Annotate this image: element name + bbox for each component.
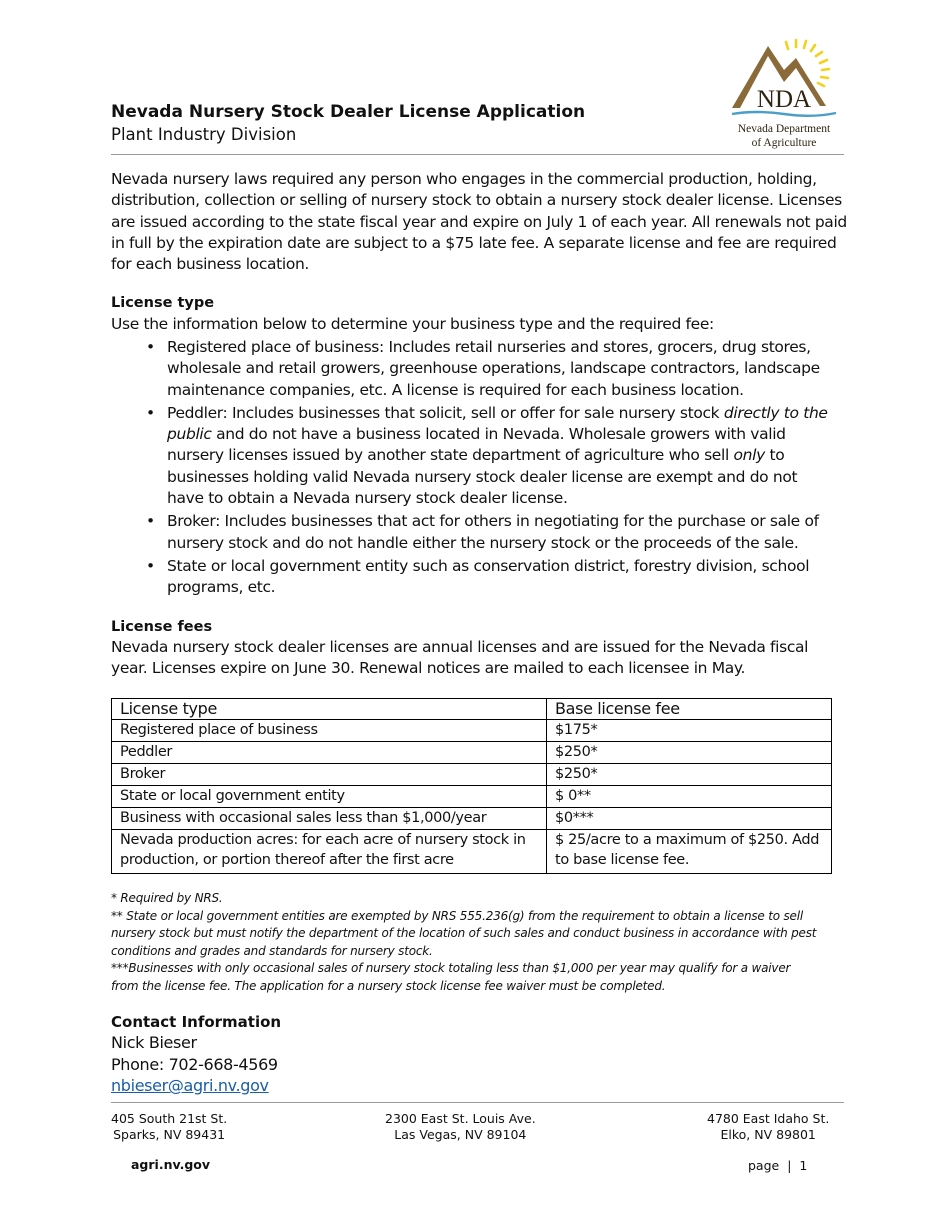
license-type-cell: Registered place of business [112, 720, 547, 742]
address-line: 405 South 21st St. [111, 1111, 228, 1126]
division-subtitle: Plant Industry Division [111, 125, 297, 144]
license-type-cell: State or local government entity [112, 786, 547, 808]
peddler-text-1: Peddler: Includes businesses that solicit, sell or offer for sale nursery stock [167, 403, 724, 422]
fee-cell: $ 0** [547, 786, 832, 808]
fee-cell: $250* [547, 764, 832, 786]
column-header: Base license fee [547, 699, 832, 720]
las-vegas-address [385, 1111, 536, 1143]
footnote: ** State or local government entities are exempted by NRS 555.236(g) from the requirement to obtain a license to sell nursery stock but must notify the department of the location of such sales and conduct business in accordance with pest conditions and grades and standards for nursery stock. [111, 908, 817, 958]
intro-paragraph: Nevada nursery laws required any person who engages in the commercial production, holding, distribution, collection or selling of nursery stock to obtain a nursery stock dealer license. Licenses are issued according to the state fiscal year and expire on July 1 of each year. All renewals not paid in full by the expiration date are subject to a $75 late fee. A separate license and fee are required for each business location. [111, 170, 847, 274]
header-divider [111, 154, 844, 155]
address-line: 4780 East Idaho St. [707, 1111, 830, 1126]
address-line: Las Vegas, NV 89104 [394, 1127, 527, 1142]
address-line: 2300 East St. Louis Ave. [385, 1111, 536, 1126]
peddler-text-3: to businesses holding valid Nevada nursery stock dealer license are exempt and do not have to obtain a Nevada nursery stock dealer license. [167, 446, 798, 508]
license-fees-intro: Nevada nursery stock dealer licenses are annual licenses and are issued for the Nevada fiscal year. Licenses expire on June 30. Renewal notices are mailed to each licensee in May. [111, 638, 809, 678]
list-item: • Registered place of business: Includes retail nurseries and stores, grocers, drug stores, wholesale and retail growers, greenhouse operations, landscape contractors, landscape maintenance companies, etc. A license is required for each business location. [167, 337, 832, 401]
table-header-row [112, 699, 832, 720]
table-row [112, 764, 832, 786]
peddler-text-2: and do not have a business located in Nevada. Wholesale growers with valid nursery licenses issued by another state department of agriculture who sell [167, 425, 786, 465]
contact-name: Nick Bieser [111, 1033, 197, 1052]
table-row [112, 720, 832, 742]
logo-acronym: NDA [756, 86, 812, 113]
address-line: Sparks, NV 89431 [113, 1127, 226, 1142]
page-separator: | [787, 1158, 792, 1173]
peddler-emphasis-2: only [733, 446, 765, 465]
document-title: Nevada Nursery Stock Dealer License Application [111, 102, 586, 122]
footer-divider [111, 1102, 844, 1103]
column-header: License type [112, 699, 547, 720]
footnote: ***Businesses with only occasional sales of nursery stock totaling less than $1,000 per year may qualify for a waiver from the license fee. The application for a nursery stock license fee waiver must be completed. [111, 961, 791, 993]
license-type-heading: License type [111, 295, 215, 311]
license-type-cell: Peddler [112, 742, 547, 764]
website-link[interactable]: agri.nv.gov [131, 1157, 211, 1172]
footnotes [111, 890, 821, 996]
table-row [112, 742, 832, 764]
nda-logo [726, 38, 842, 152]
license-type-list [167, 337, 832, 601]
logo-line-2: of Agriculture [751, 137, 817, 149]
list-item [167, 403, 832, 509]
page-number [748, 1158, 807, 1173]
license-fees-heading: License fees [111, 619, 213, 635]
list-item: • State or local government entity such as conservation district, forestry division, school programs, etc. [167, 556, 832, 599]
logo-line-1: Nevada Department [737, 123, 831, 135]
list-item: • Broker: Includes businesses that act for others in negotiating for the purchase or sale of nursery stock and do not handle either the nursery stock or the proceeds of the sale. [167, 511, 832, 554]
peddler-emphasis-1: directly to the public [167, 403, 828, 444]
sparks-address [111, 1111, 227, 1143]
table-row [112, 786, 832, 808]
fee-cell: $ 25/acre to a maximum of $250. Add to base license fee. [547, 830, 832, 874]
fee-cell: $0*** [547, 808, 832, 830]
license-type-cell: Nevada production acres: for each acre of nursery stock in production, or portion thereof after the first acre [112, 830, 547, 874]
license-type-intro: Use the information below to determine your business type and the required fee: [111, 315, 714, 333]
license-type-cell: Business with occasional sales less than $1,000/year [112, 808, 547, 830]
elko-address [707, 1111, 829, 1143]
page-number-value: 1 [799, 1158, 808, 1173]
contact-email-link[interactable]: nbieser@agri.nv.gov [111, 1076, 269, 1095]
license-fee-table [111, 698, 832, 874]
fee-cell: $250* [547, 742, 832, 764]
footnote: * Required by NRS. [111, 891, 223, 905]
address-line: Elko, NV 89801 [720, 1127, 816, 1142]
table-row [112, 808, 832, 830]
contact-heading: Contact Information [111, 1013, 282, 1031]
contact-block [111, 1032, 278, 1097]
license-type-cell: Broker [112, 764, 547, 786]
page-label: page [748, 1158, 780, 1173]
table-row [112, 830, 832, 874]
contact-phone: Phone: 702-668-4569 [111, 1054, 278, 1074]
fee-cell: $175* [547, 720, 832, 742]
